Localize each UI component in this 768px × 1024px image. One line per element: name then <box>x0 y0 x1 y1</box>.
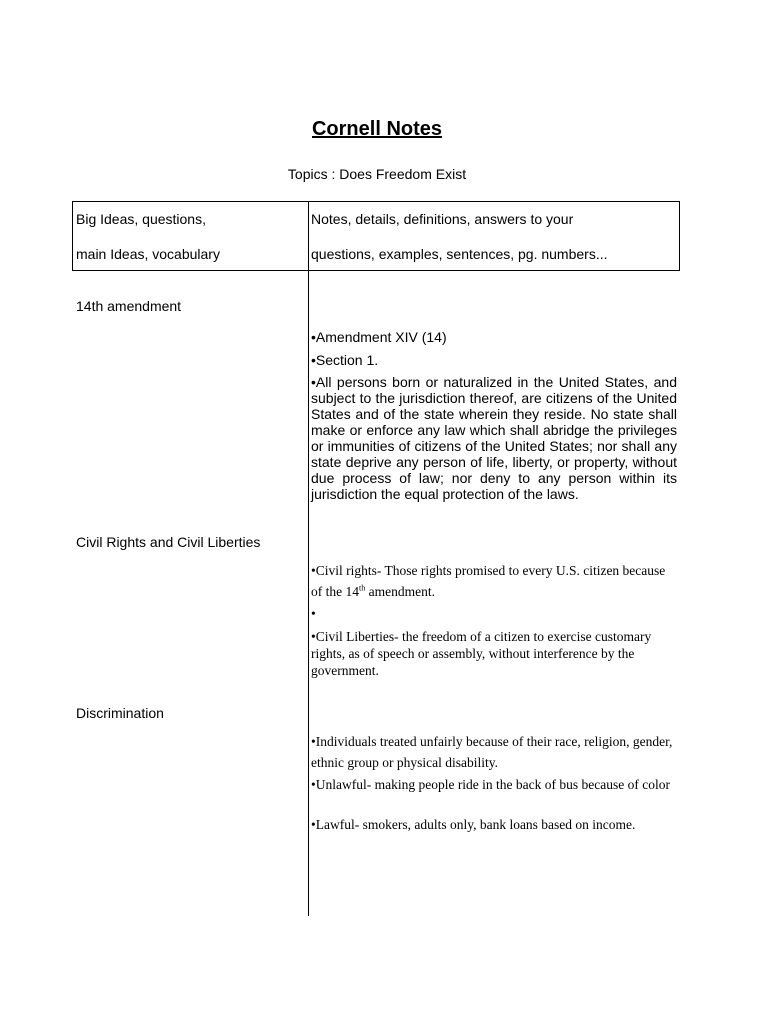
page-title: Cornell Notes <box>311 118 443 140</box>
note-civil-rights-text: •Civil rights- Those rights promised to every U.S. citizen because of the 14 <box>311 563 666 599</box>
note-civil-rights-sup: th <box>359 583 366 593</box>
note-civil-rights <box>311 560 677 602</box>
column-divider <box>308 271 309 916</box>
header-right-line2: questions, examples, sentences, pg. numbers... <box>311 246 608 262</box>
header-left-line1: Big Ideas, questions, <box>76 211 206 227</box>
cue-discrimination: Discrimination <box>76 705 164 721</box>
note-section-1: •Section 1. <box>311 352 379 368</box>
note-unlawful: •Unlawful- making people ride in the back of bus because of color <box>311 777 670 792</box>
topic-line: Topics : Does Freedom Exist <box>287 166 467 182</box>
note-civil-liberties: •Civil Liberties- the freedom of a citizen to exercise customary rights, as of speech or assembly, without interference by the government. <box>311 629 652 678</box>
note-lawful: •Lawful- smokers, adults only, bank loans based on income. <box>311 817 636 832</box>
cue-14th-amendment: 14th amendment <box>76 298 182 314</box>
header-right-line1: Notes, details, definitions, answers to your <box>311 211 574 227</box>
header-column-divider <box>308 201 309 271</box>
note-civil-rights-tail: amendment. <box>365 584 435 599</box>
note-individuals: •Individuals treated unfairly because of their race, religion, gender, ethnic group or physical disability. <box>311 734 673 770</box>
header-left-line2: main Ideas, vocabulary <box>76 246 220 262</box>
note-amendment-xiv: •Amendment XIV (14) <box>311 329 447 345</box>
note-amendment-text: •All persons born or naturalized in the United States, and subject to the jurisdiction thereof, are citizens of the United States and of the state wherein they reside. No state shall make or enforce any law which shall abridge the privileges or immunities of citizens of the United States; nor shall any state deprive any person of life, liberty, or property, without due process of law; nor deny to any person within its jurisdiction the equal protection of the laws. <box>311 374 677 502</box>
note-empty-bullet: • <box>311 606 316 621</box>
cue-civil-rights: Civil Rights and Civil Liberties <box>76 534 261 550</box>
